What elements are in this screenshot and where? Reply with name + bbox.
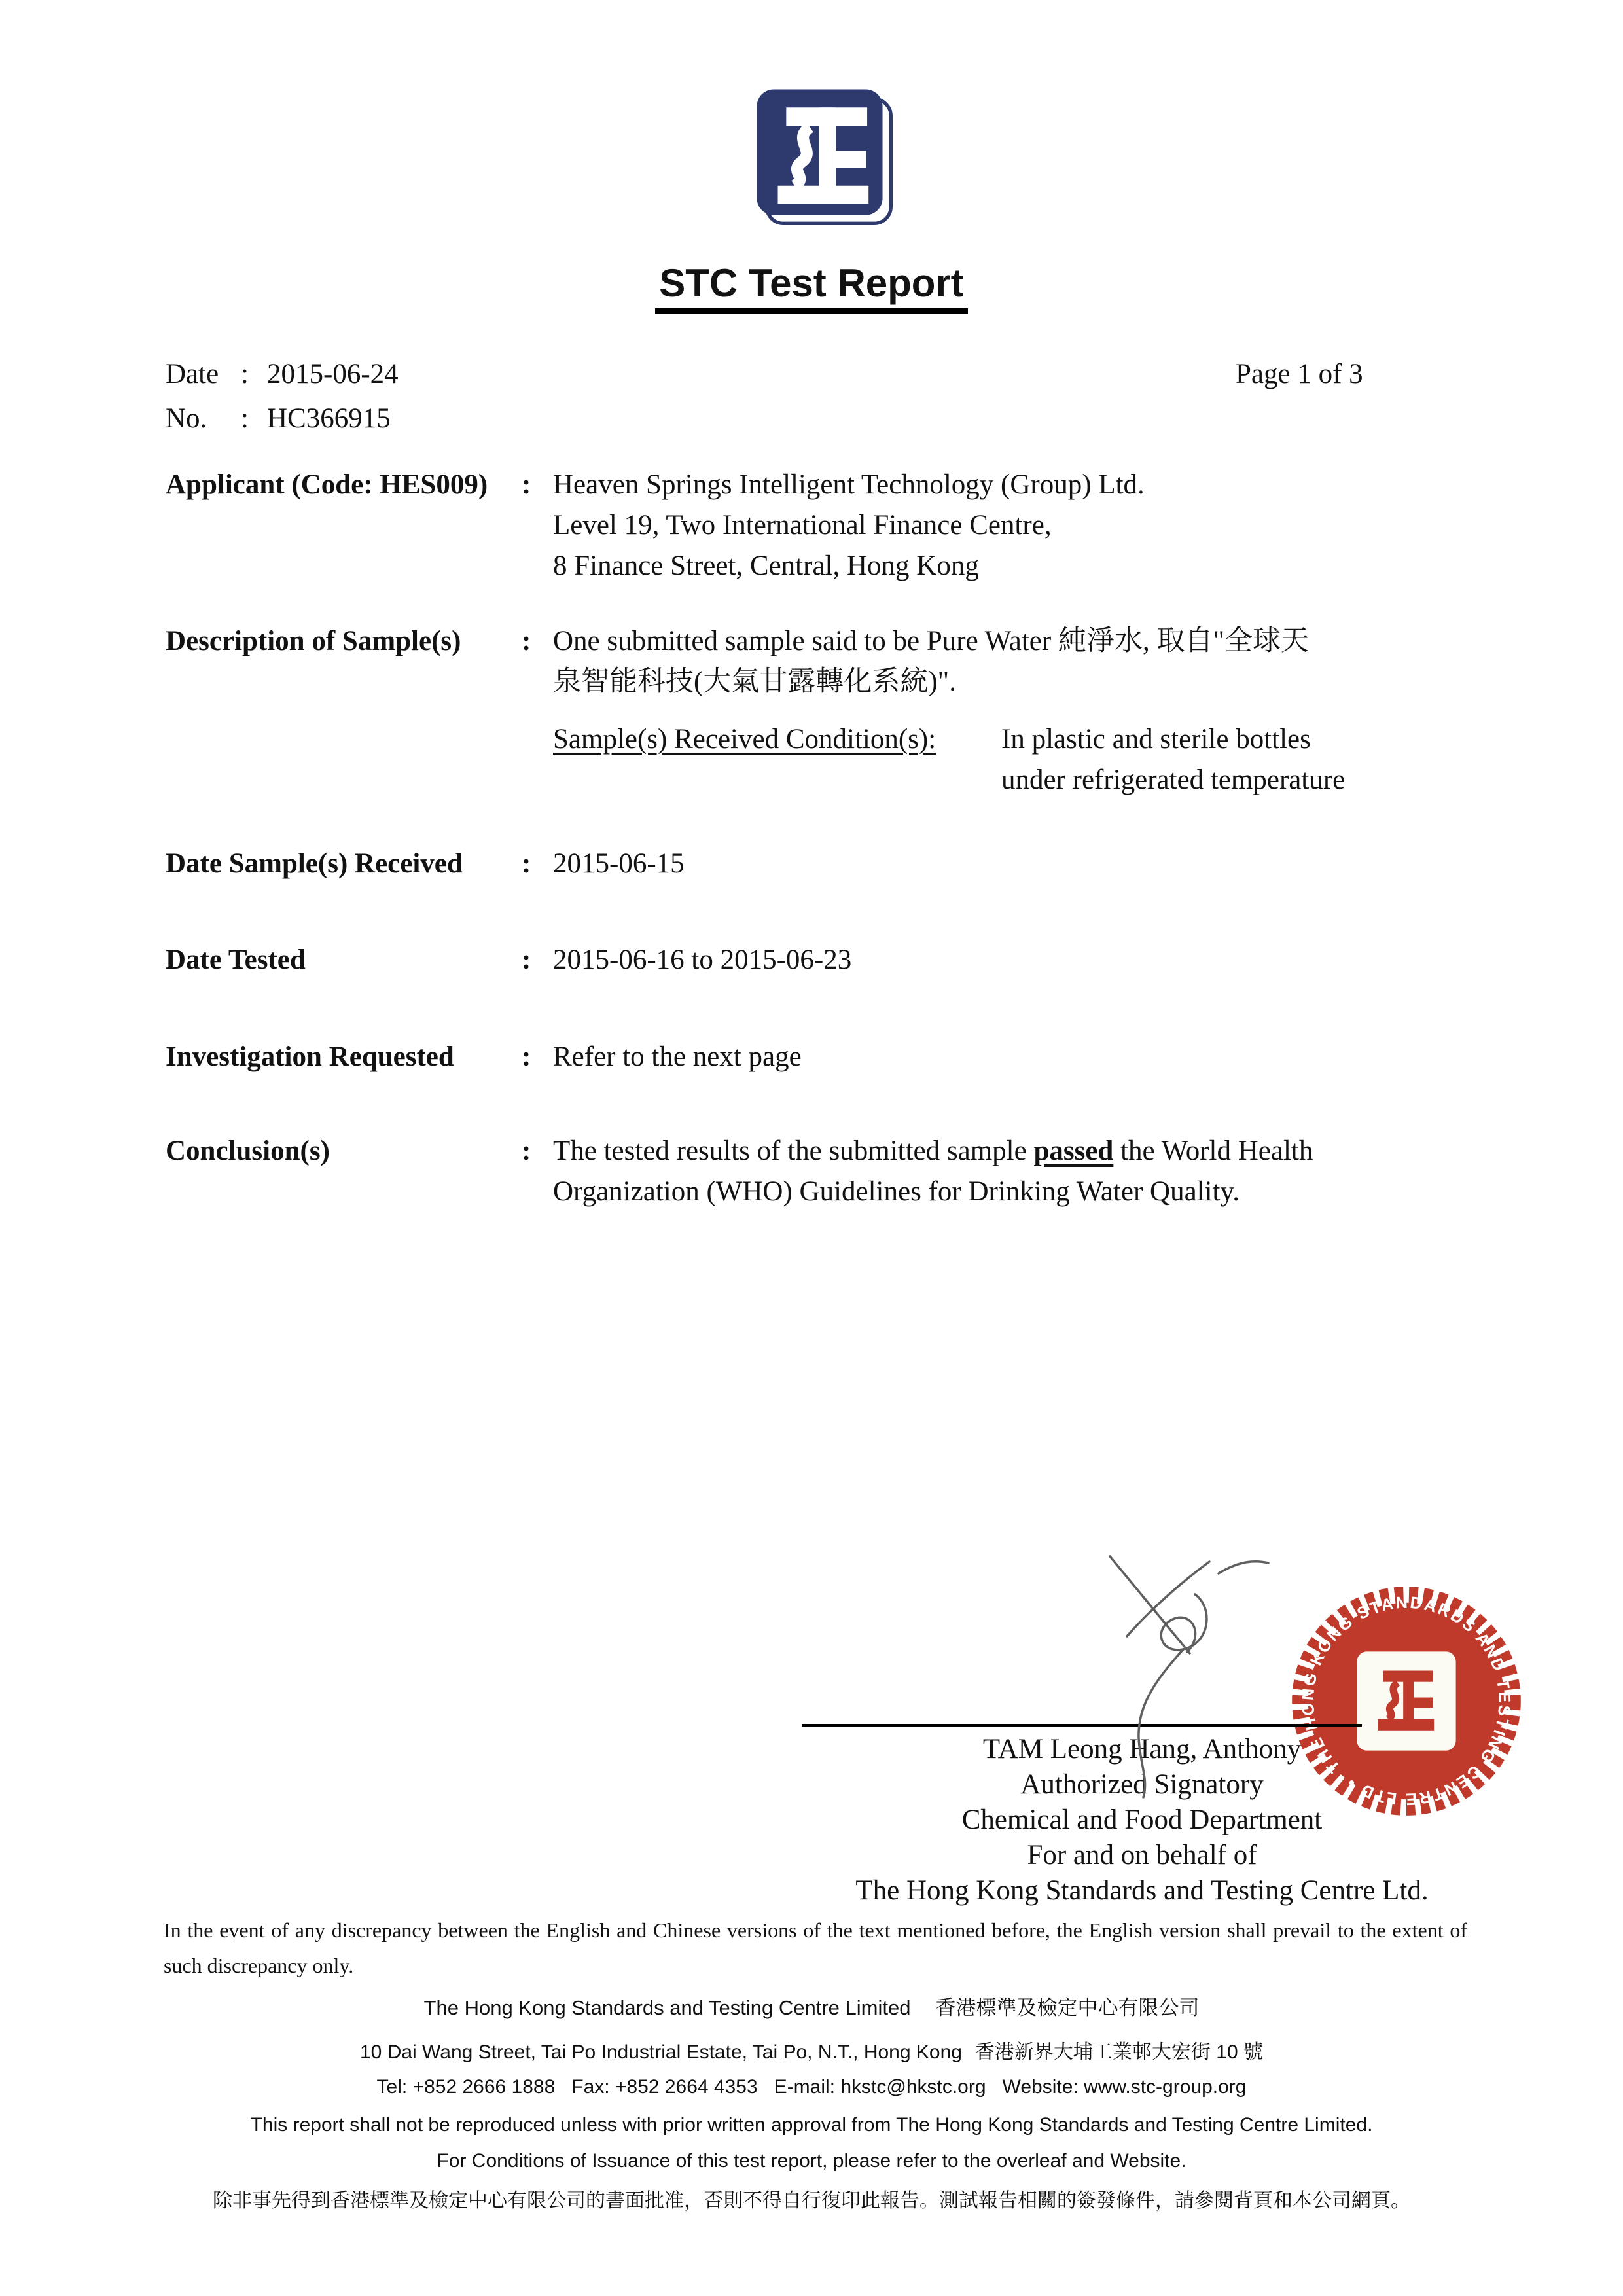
applicant-row (166, 465, 1461, 586)
investigation-label: Investigation Requested (166, 1041, 454, 1072)
report-no-label: No. (166, 403, 207, 434)
date-value: 2015-06-24 (267, 359, 399, 389)
conclusion-line1 (553, 1131, 1461, 1172)
footer-address-en: 10 Dai Wang Street, Tai Po Industrial Estate, Tai Po, N.T., Hong Kong (360, 2041, 962, 2063)
description-label: Description of Sample(s) (166, 626, 461, 656)
report-no-colon: : (241, 403, 249, 434)
stc-logo (751, 84, 898, 230)
meta-no-row (166, 402, 391, 436)
applicant-label: Applicant (Code: HES009) (166, 469, 488, 500)
signature-on-behalf: For and on behalf of (1027, 1840, 1257, 1871)
applicant-line: Level 19, Two International Finance Centre, (553, 510, 1052, 541)
report-no-value: HC366915 (267, 403, 391, 434)
signature-company: The Hong Kong Standards and Testing Centre Ltd. (855, 1875, 1429, 1906)
signature-scribble (1047, 1543, 1309, 1800)
footer-contact-line: Tel: +852 2666 1888 Fax: +852 2664 4353 E-mail: hkstc@hkstc.org Website: www.stc-group.org (376, 2076, 1247, 2098)
date-received-value: 2015-06-15 (553, 848, 685, 879)
applicant-line: 8 Finance Street, Central, Hong Kong (553, 550, 979, 581)
date-received-row (166, 844, 1461, 884)
conclusion-value (553, 1131, 1461, 1212)
footer-company-en: The Hong Kong Standards and Testing Centre Limited (423, 1996, 911, 2019)
report-title (0, 260, 1623, 314)
conclusion-text: the World Health (1113, 1136, 1313, 1166)
date-label: Date (166, 359, 219, 389)
date-tested-row (166, 940, 1461, 980)
applicant-line: Heaven Springs Intelligent Technology (Group) Ltd. (553, 469, 1145, 500)
conclusion-passed: passed (1033, 1136, 1114, 1166)
description-line: 泉智能科技(大氣甘露轉化系統)". (553, 666, 956, 697)
footer-address-line (0, 2036, 1623, 2064)
condition-row (553, 719, 1463, 800)
footer-company-line (0, 1991, 1623, 2020)
signatory-role: Authorized Signatory (1020, 1769, 1264, 1800)
condition-line: In plastic and sterile bottles (1001, 724, 1311, 755)
discrepancy-disclaimer: In the event of any discrepancy between the English and Chinese versions of the text mentioned before, the English version shall prevail to the extent of such discrepancy only. (164, 1918, 1467, 1977)
conclusion-text: The tested results of the submitted sample (553, 1136, 1034, 1166)
date-colon: : (241, 359, 249, 389)
date-received-colon: : (522, 848, 531, 879)
investigation-row (166, 1037, 1461, 1077)
description-row (166, 621, 1461, 702)
date-received-label: Date Sample(s) Received (166, 848, 463, 879)
condition-value (1001, 719, 1463, 800)
condition-line: under refrigerated temperature (1001, 764, 1346, 795)
applicant-colon: : (522, 469, 531, 500)
date-tested-value: 2015-06-16 to 2015-06-23 (553, 944, 852, 975)
footer-chinese-line: 除非事先得到香港標準及檢定中心有限公司的書面批准，否則不得自行復印此報告。測試報告相關的簽發條件，請參閱背頁和本公司網頁。 (213, 2190, 1410, 2212)
date-tested-colon: : (522, 944, 531, 975)
condition-label: Sample(s) Received Condition(s): (553, 724, 936, 755)
description-colon: : (522, 626, 531, 656)
signatory-name: TAM Leong Hang, Anthony (982, 1734, 1302, 1765)
page-number: Page 1 of 3 (1236, 359, 1363, 389)
date-tested-label: Date Tested (166, 944, 306, 975)
description-line: One submitted sample said to be Pure Water 純淨水, 取自"全球天 (553, 626, 1310, 656)
conclusion-row (166, 1131, 1461, 1212)
footer-company-zh: 香港標準及檢定中心有限公司 (935, 1996, 1200, 2019)
signatory-department: Chemical and Food Department (961, 1804, 1323, 1835)
investigation-value: Refer to the next page (553, 1041, 802, 1072)
applicant-value (553, 465, 1461, 586)
investigation-colon: : (522, 1041, 531, 1072)
conclusion-colon: : (522, 1136, 531, 1166)
conclusion-label: Conclusion(s) (166, 1136, 330, 1166)
description-value (553, 621, 1461, 702)
seal-ring-text: THE HONG KONG STANDARDS AND TESTING CENTRE LTD • (1298, 1593, 1514, 1808)
report-title-text: STC Test Report (655, 260, 968, 314)
footer-address-zh: 香港新界大埔工業邨大宏街 10 號 (974, 2041, 1263, 2063)
conclusion-line2: Organization (WHO) Guidelines for Drinking Water Quality. (553, 1176, 1240, 1207)
footer-reproduction-line: This report shall not be reproduced unless with prior written approval from The Hong Kong Standards and Testing Centre Limited. (250, 2114, 1373, 2136)
meta-date-row (166, 357, 399, 391)
footer-conditions-line: For Conditions of Issuance of this test report, please refer to the overleaf and Website. (437, 2150, 1186, 2172)
